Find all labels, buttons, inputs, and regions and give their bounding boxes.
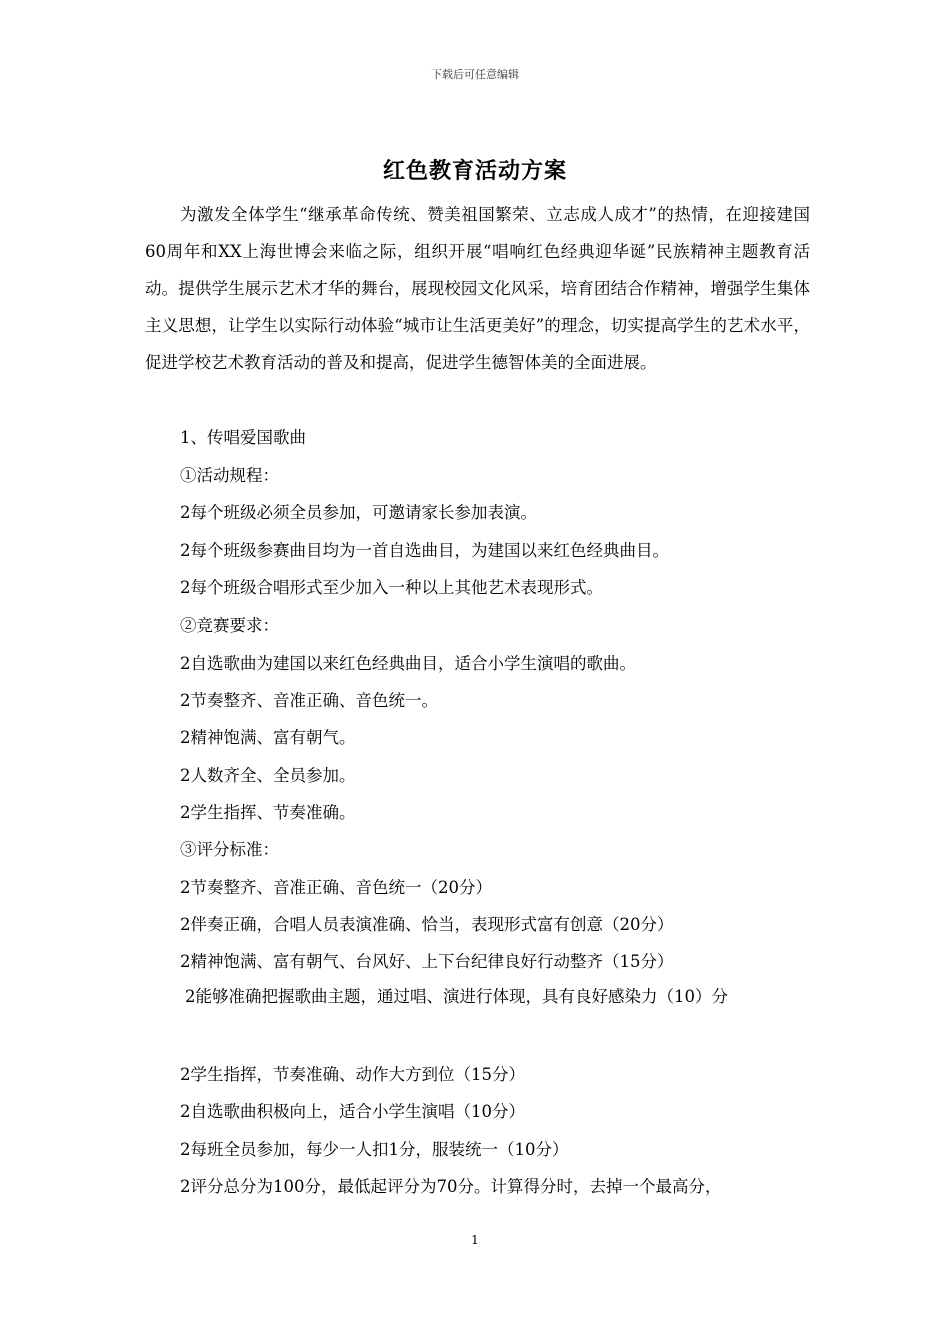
list-item: 2自选歌曲为建国以来红色经典曲目，适合小学生演唱的歌曲。 (180, 654, 636, 673)
list-item: 2人数齐全、全员参加。 (180, 766, 356, 785)
list-item: 2自选歌曲积极向上，适合小学生演唱（10分） (180, 1102, 525, 1121)
intro-paragraph: 为激发全体学生“继承革命传统、赞美祖国繁荣、立志成人成才”的热情，在迎接建国60周年和XX上海世博会来临之际，组织开展“唱响红色经典迎华诞”民族精神主题教育活动。提供学生展示艺术才华的舞台，展现校园文化风采，培育团结合作精神，增强学生集体主义思想，让学生以实际行动体验“城市让生活更美好”的理念，切实提高学生的艺术水平，促进学校艺术教育活动的普及和提高，促进学生德智体美的全面进展。 (145, 205, 810, 372)
header-note: 下载后可任意编辑 (431, 68, 519, 81)
list-item: 2能够准确把握歌曲主题，通过唱、演进行体现，具有良好感染力（10）分 (185, 987, 728, 1006)
list-item: 2节奏整齐、音准正确、音色统一（20分） (180, 878, 492, 897)
list-item: 2学生指挥，节奏准确、动作大方到位（15分） (180, 1065, 525, 1084)
list-item: 2精神饱满、富有朝气、台风好、上下台纪律良好行动整齐（15分） (180, 952, 674, 971)
subheading-competition-requirements: ②竞赛要求： (180, 616, 279, 635)
page-number: 1 (471, 1233, 479, 1247)
subheading-activity-rules: ①活动规程： (180, 466, 279, 485)
list-item: 2学生指挥、节奏准确。 (180, 803, 356, 822)
section-heading-sing-songs: 1、传唱爱国歌曲 (180, 428, 306, 447)
list-item: 2节奏整齐、音准正确、音色统一。 (180, 691, 438, 710)
list-item: 2每个班级必须全员参加，可邀请家长参加表演。 (180, 503, 537, 522)
list-item: 2每个班级参赛曲目均为一首自选曲目，为建国以来红色经典曲目。 (180, 541, 669, 560)
list-item: 2评分总分为100分，最低起评分为70分。计算得分时，去掉一个最高分， (180, 1177, 722, 1196)
list-item: 2每班全员参加，每少一人扣1分，服装统一（10分） (180, 1140, 569, 1159)
subheading-scoring-criteria: ③评分标准： (180, 840, 279, 859)
list-item: 2精神饱满、富有朝气。 (180, 728, 356, 747)
list-item: 2每个班级合唱形式至少加入一种以上其他艺术表现形式。 (180, 578, 603, 597)
document-title: 红色教育活动方案 (382, 158, 567, 184)
list-item: 2伴奏正确，合唱人员表演准确、恰当，表现形式富有创意（20分） (180, 915, 674, 934)
